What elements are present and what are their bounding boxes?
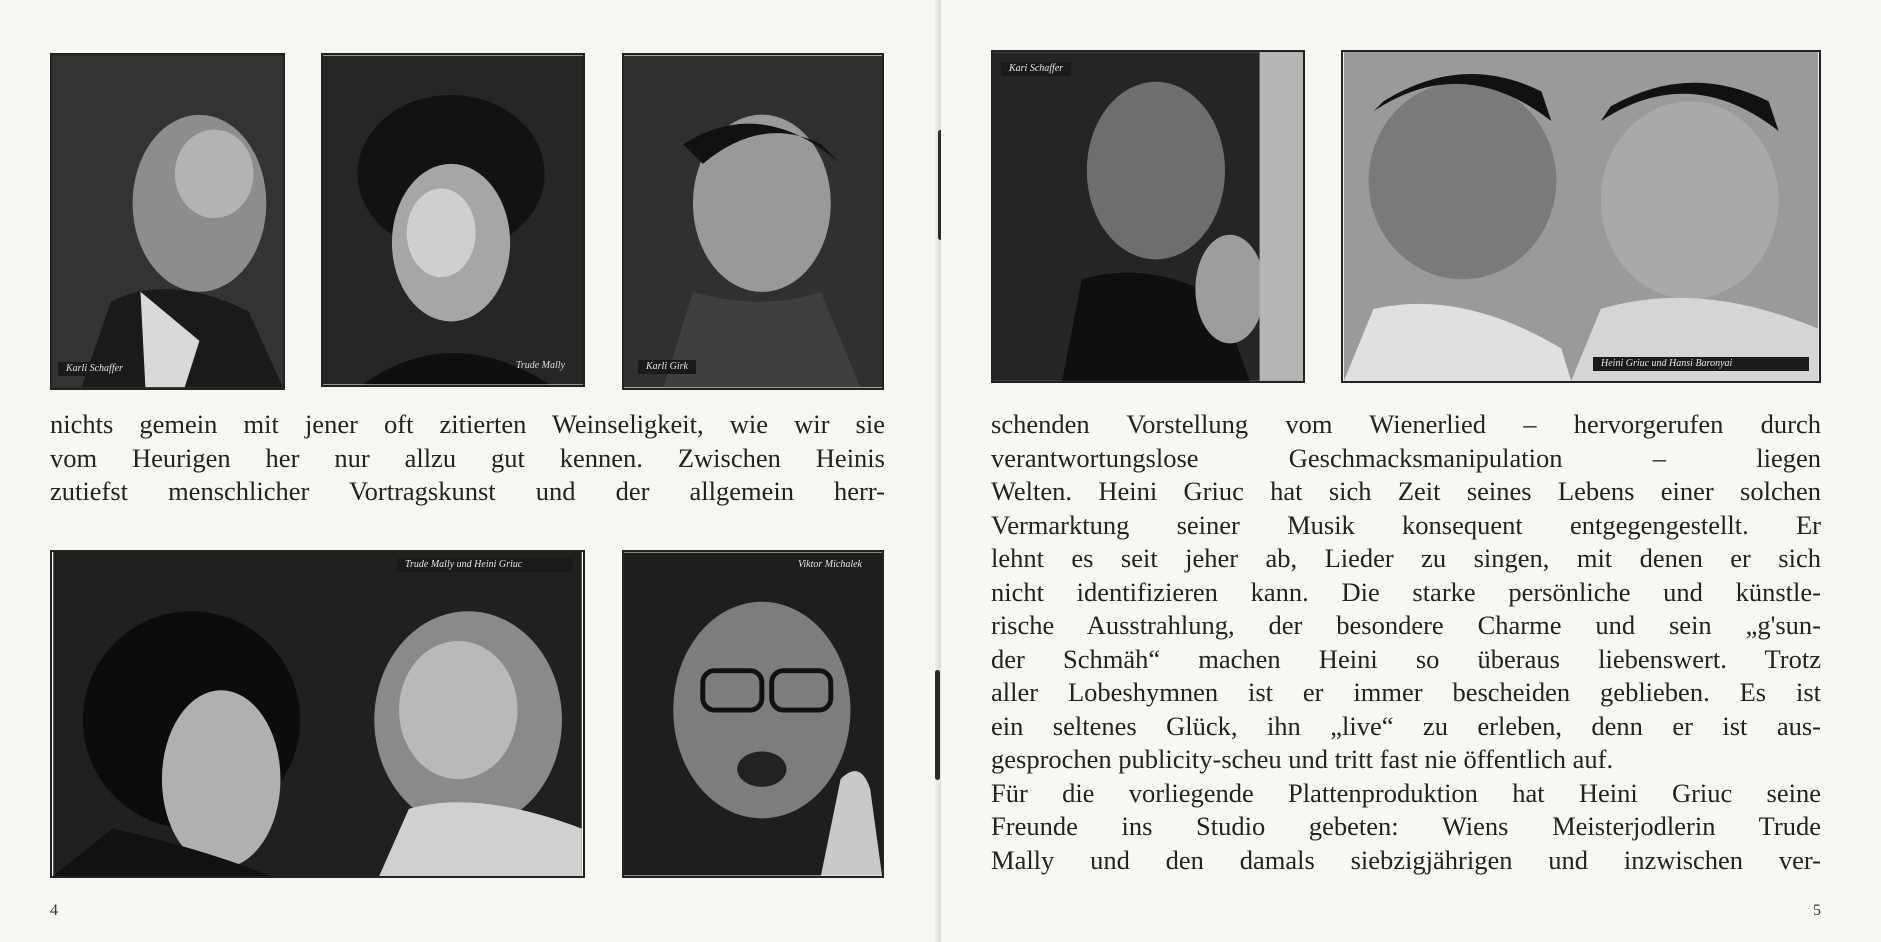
photo-caption: Viktor Michalek bbox=[798, 559, 862, 570]
portrait-illustration bbox=[52, 552, 583, 876]
page-number-left: 4 bbox=[50, 902, 58, 919]
right-body-text bbox=[991, 408, 1821, 877]
text-line: lehnt es seit jeher ab, Lieder zu singen, mit denen er sich bbox=[991, 543, 1821, 573]
portrait-illustration bbox=[323, 55, 583, 385]
photo-karli-schaffer bbox=[50, 53, 285, 390]
text-line: aller Lobeshymnen ist er immer bescheiden geblieben. Es ist bbox=[991, 677, 1821, 707]
portrait-illustration bbox=[1343, 52, 1819, 381]
text-line: Freunde ins Studio gebeten: Wiens Meisterjodlerin Trude bbox=[991, 811, 1821, 841]
text-line: der Schmäh“ machen Heini so überaus liebenswert. Trotz bbox=[991, 643, 1821, 674]
text-line: schenden Vorstellung vom Wienerlied – hervorgerufen durch bbox=[991, 409, 1821, 439]
photo-karli-girk bbox=[622, 53, 884, 390]
text-line: vom Heurigen her nur allzu gut kennen. Zwischen Heinis bbox=[50, 442, 885, 473]
photo-trude-mally bbox=[321, 53, 585, 387]
text-line: nicht identifizieren kann. Die starke persönliche und künstle- bbox=[991, 576, 1821, 607]
photo-caption: Trude Mally bbox=[515, 360, 565, 371]
text-line: rische Ausstrahlung, der besondere Charme und sein „g'sun- bbox=[991, 610, 1821, 640]
text-line: Mally und den damals siebzigjährigen und inzwischen ver- bbox=[991, 844, 1821, 875]
text-line: zutiefst menschlicher Vortragskunst und der allgemein herr- bbox=[50, 476, 885, 506]
text-line: Welten. Heini Griuc hat sich Zeit seines Lebens einer solchen bbox=[991, 476, 1821, 506]
photo-caption: Karli Girk bbox=[638, 360, 696, 374]
photo-kari-schaffer bbox=[991, 50, 1305, 383]
text-line: gesprochen publicity-scheu und tritt fast nie öffentlich auf. bbox=[991, 744, 1614, 774]
text-line: Für die vorliegende Plattenproduktion hat Heini Griuc seine bbox=[991, 777, 1821, 808]
photo-trude-mally-heini-griuc bbox=[50, 550, 585, 878]
text-line: verantwortungslose Geschmacksmanipulation – liegen bbox=[991, 442, 1821, 473]
left-page bbox=[0, 0, 940, 942]
staple-bottom bbox=[935, 670, 940, 780]
text-line: nichts gemein mit jener oft zitierten Weinseligkeit, wie wir sie bbox=[50, 409, 885, 439]
photo-caption: Kari Schaffer bbox=[1001, 62, 1071, 76]
photo-viktor-michalek bbox=[622, 550, 884, 878]
photo-caption: Heini Griuc und Hansi Baronyai bbox=[1593, 357, 1809, 371]
portrait-illustration bbox=[624, 55, 882, 388]
text-line: Vermarktung seiner Musik konsequent entgegengestellt. Er bbox=[991, 509, 1821, 540]
page-number-right: 5 bbox=[1813, 902, 1821, 919]
right-page bbox=[941, 0, 1881, 942]
portrait-illustration bbox=[624, 552, 882, 876]
portrait-illustration bbox=[52, 55, 283, 388]
portrait-illustration bbox=[993, 52, 1303, 381]
left-body-text bbox=[50, 408, 885, 509]
photo-caption: Trude Mally und Heini Griuc bbox=[397, 558, 573, 572]
text-line: ein seltenes Glück, ihn „live“ zu erleben, denn er ist aus- bbox=[991, 710, 1821, 741]
photo-heini-griuc-hansi-baronyai bbox=[1341, 50, 1821, 383]
photo-caption: Karli Schaffer bbox=[58, 362, 131, 376]
